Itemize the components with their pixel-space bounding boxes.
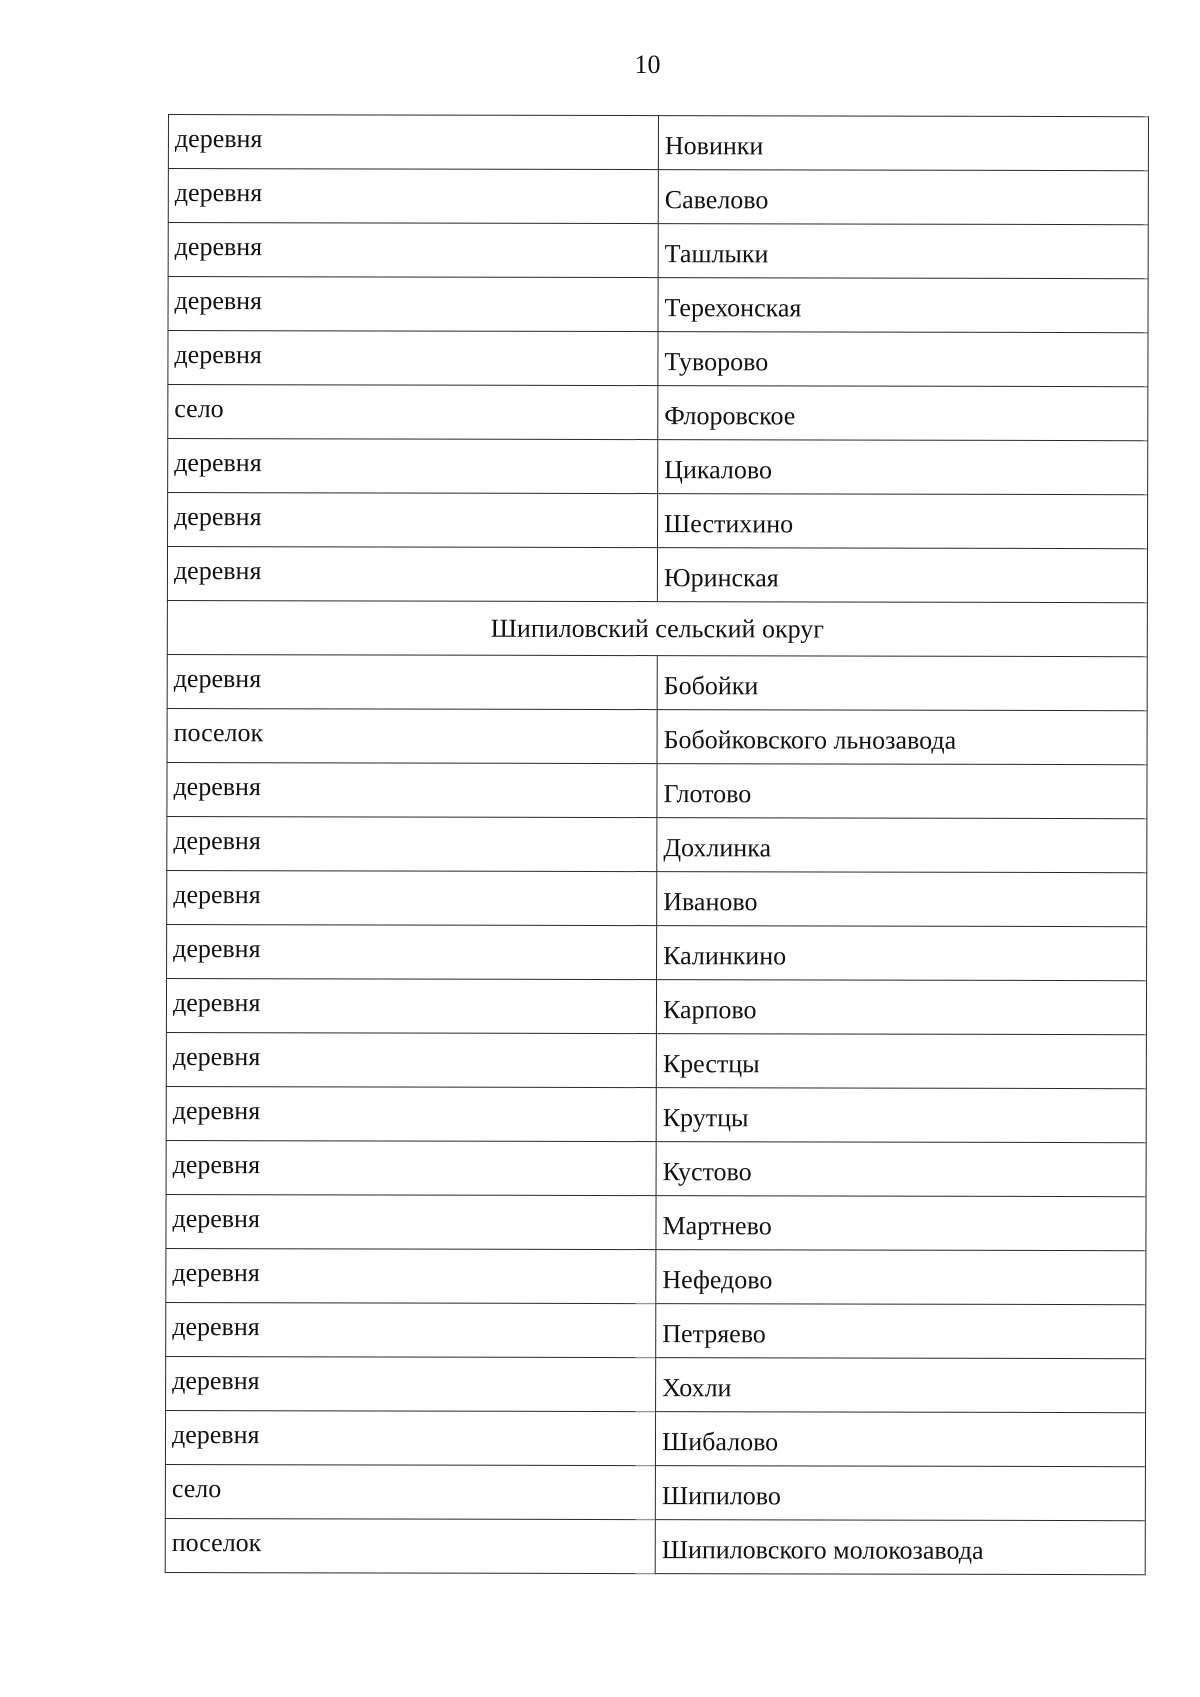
- settlement-type-cell: село: [168, 385, 658, 440]
- settlement-type-cell: деревня: [167, 547, 657, 602]
- table-row: [166, 978, 1146, 1034]
- table-row: [165, 1518, 1145, 1574]
- table-row: [165, 1410, 1145, 1466]
- table-row: [168, 385, 1148, 441]
- settlements-table-body: [165, 115, 1148, 1575]
- page-number: 10: [634, 50, 661, 79]
- settlement-name-cell: Юринская: [657, 548, 1147, 603]
- settlement-type-cell: деревня: [165, 1410, 655, 1465]
- settlement-name-cell: Флоровское: [658, 386, 1148, 441]
- settlement-type-cell: деревня: [166, 1140, 656, 1195]
- settlement-name-cell: Петряево: [656, 1304, 1146, 1359]
- settlement-type-cell: поселок: [165, 1518, 655, 1573]
- settlement-type-cell: деревня: [166, 1248, 656, 1303]
- table-row: [167, 816, 1147, 872]
- table-row: [167, 870, 1147, 926]
- settlement-name-cell: Савелово: [658, 170, 1148, 225]
- settlement-name-cell: Терехонская: [658, 278, 1148, 333]
- table-row: [168, 331, 1148, 387]
- table-row: [166, 1302, 1146, 1358]
- settlement-type-cell: деревня: [166, 1356, 656, 1411]
- settlement-name-cell: Дохлинка: [657, 818, 1147, 873]
- settlement-type-cell: деревня: [166, 1302, 656, 1357]
- settlement-type-cell: деревня: [168, 115, 658, 170]
- table-row: [167, 924, 1147, 980]
- settlement-type-cell: поселок: [167, 708, 657, 763]
- table-row: [166, 1194, 1146, 1250]
- settlement-type-cell: деревня: [168, 169, 658, 224]
- settlement-type-cell: деревня: [166, 1194, 656, 1249]
- settlement-type-cell: деревня: [167, 816, 657, 871]
- table-row: [168, 115, 1148, 171]
- settlement-type-cell: деревня: [168, 223, 658, 278]
- settlement-type-cell: деревня: [167, 924, 657, 979]
- table-row: [166, 1086, 1146, 1142]
- settlement-name-cell: Бобойковского льнозавода: [657, 710, 1147, 765]
- settlement-name-cell: Глотово: [657, 764, 1147, 819]
- section-title: Шипиловский сельский округ: [167, 600, 1147, 656]
- settlement-type-cell: деревня: [167, 762, 657, 817]
- settlement-name-cell: Шипилово: [655, 1466, 1145, 1521]
- table-row: [168, 169, 1148, 225]
- table-row: [166, 1140, 1146, 1196]
- table-row: [166, 1248, 1146, 1304]
- settlement-type-cell: деревня: [166, 1032, 656, 1087]
- settlement-type-cell: деревня: [168, 493, 658, 548]
- table-row: [168, 493, 1148, 549]
- table-row: [167, 762, 1147, 818]
- table-row: [165, 1464, 1145, 1520]
- section-header-row: [167, 600, 1147, 656]
- settlement-name-cell: Бобойки: [657, 656, 1147, 711]
- settlement-name-cell: Крестцы: [656, 1034, 1146, 1089]
- settlement-name-cell: Туворово: [658, 332, 1148, 387]
- settlement-type-cell: деревня: [168, 439, 658, 494]
- settlement-name-cell: Шибалово: [655, 1412, 1145, 1467]
- settlement-type-cell: деревня: [168, 331, 658, 386]
- table-row: [167, 547, 1147, 603]
- settlement-name-cell: Мартнево: [656, 1196, 1146, 1251]
- settlement-name-cell: Иваново: [657, 872, 1147, 927]
- table-row: [168, 223, 1148, 279]
- settlement-name-cell: Нефедово: [656, 1250, 1146, 1305]
- table-row: [167, 654, 1147, 710]
- table-row: [168, 277, 1148, 333]
- settlement-name-cell: Цикалово: [658, 440, 1148, 495]
- settlement-type-cell: село: [165, 1464, 655, 1519]
- table-row: [168, 439, 1148, 495]
- settlement-name-cell: Новинки: [658, 116, 1148, 171]
- settlements-table: [165, 114, 1149, 1575]
- settlement-name-cell: Крутцы: [656, 1088, 1146, 1143]
- table-row: [166, 1032, 1146, 1088]
- settlement-type-cell: деревня: [167, 654, 657, 709]
- settlement-type-cell: деревня: [166, 1086, 656, 1141]
- settlement-name-cell: Шестихино: [658, 494, 1148, 549]
- table-row: [167, 708, 1147, 764]
- settlement-type-cell: деревня: [168, 277, 658, 332]
- table-row: [166, 1356, 1146, 1412]
- settlement-name-cell: Кустово: [656, 1142, 1146, 1197]
- settlement-name-cell: Хохли: [656, 1358, 1146, 1413]
- settlement-type-cell: деревня: [166, 978, 656, 1033]
- settlement-name-cell: Карпово: [656, 980, 1146, 1035]
- settlement-name-cell: Ташлыки: [658, 224, 1148, 279]
- settlement-name-cell: Шипиловского молокозавода: [655, 1520, 1145, 1575]
- settlement-type-cell: деревня: [167, 870, 657, 925]
- settlement-name-cell: Калинкино: [657, 926, 1147, 981]
